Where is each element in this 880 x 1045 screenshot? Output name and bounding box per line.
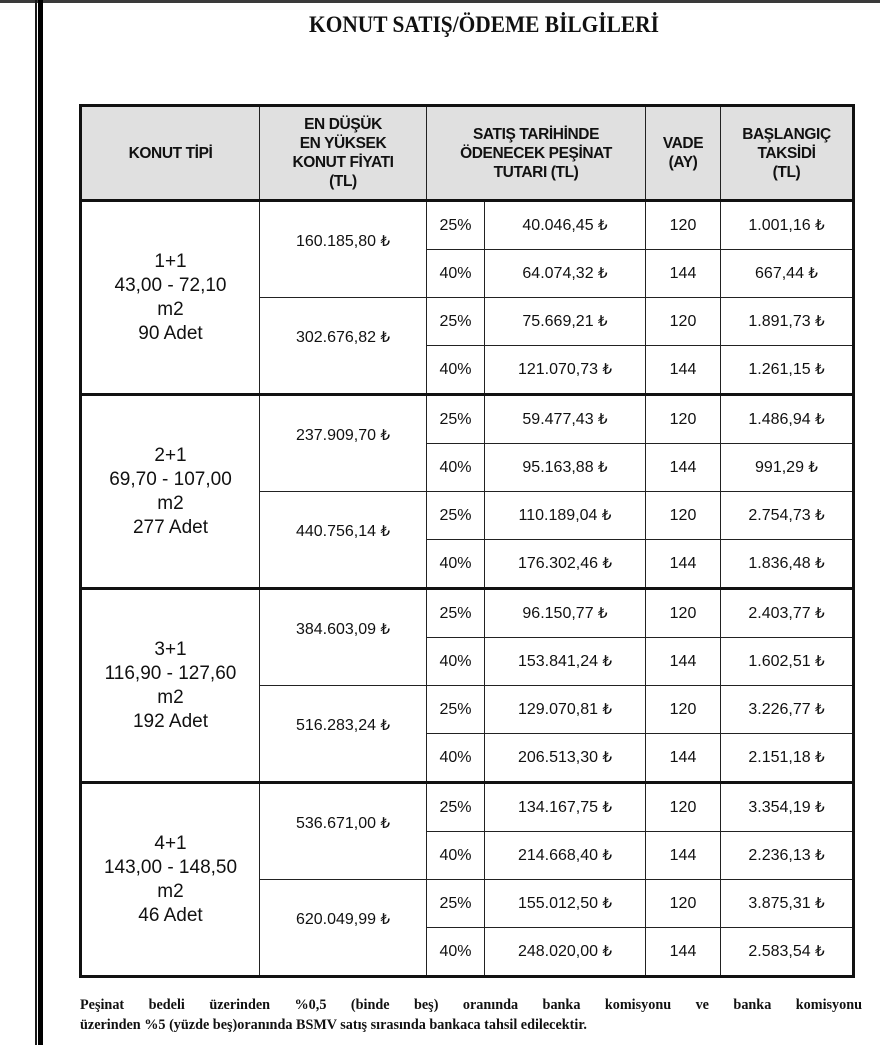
- header-pesinat-line: ÖDENECEK PEŞİNAT: [460, 144, 612, 162]
- lira-icon: ₺: [602, 799, 613, 816]
- pesinat-amount-cell: [485, 783, 646, 832]
- konut-unit: m2: [157, 492, 184, 514]
- table-body: [81, 201, 854, 977]
- header-fiyat-line: KONUT FİYATI: [292, 154, 394, 171]
- taksit-cell: [721, 638, 854, 686]
- lira-icon: ₺: [598, 605, 608, 622]
- taksit-cell: [721, 395, 854, 444]
- lira-icon: ₺: [602, 701, 613, 718]
- vade-months: 144: [646, 346, 721, 395]
- header-vade-line: VADE: [662, 135, 704, 152]
- header-vade-line: (AY): [668, 154, 698, 171]
- pesinat-amount: 214.668,40: [517, 847, 599, 864]
- price-cell: [260, 686, 427, 783]
- price-wrap: [296, 716, 390, 735]
- header-vade: [646, 106, 721, 201]
- pesinat-amount-cell: [485, 346, 646, 395]
- pesinat-amount-cell: [485, 298, 646, 346]
- lira-icon: ₺: [598, 265, 608, 282]
- lira-icon: ₺: [815, 361, 825, 378]
- price-cell: [260, 492, 427, 589]
- lira-icon: ₺: [815, 847, 825, 864]
- header-konut-tipi: [81, 106, 260, 201]
- price-value: 384.603,09: [295, 621, 377, 638]
- top-border: [0, 0, 880, 3]
- lira-icon: ₺: [602, 361, 613, 378]
- taksit-amount: 1.001,16: [748, 217, 811, 234]
- pesinat-amount-cell: [485, 589, 646, 638]
- taksit-cell: [721, 734, 854, 783]
- pesinat-amount: 206.513,30: [517, 749, 599, 766]
- lira-icon: ₺: [815, 943, 825, 960]
- lira-icon: ₺: [598, 217, 608, 234]
- lira-icon: ₺: [598, 411, 608, 428]
- vade-months: 144: [646, 540, 721, 589]
- price-cell: [260, 880, 427, 977]
- price-value: 160.185,80: [295, 233, 377, 250]
- price-value: 620.049,99: [295, 911, 377, 928]
- konut-type: 3+1: [154, 638, 187, 660]
- pesinat-amount-cell: [485, 832, 646, 880]
- taksit-amount: 2.151,18: [748, 749, 811, 766]
- taksit-amount: 1.891,73: [748, 313, 811, 330]
- pesinat-amount: 248.020,00: [517, 943, 599, 960]
- price-value: 237.909,70: [295, 427, 377, 444]
- price-value: 536.671,00: [295, 815, 377, 832]
- table-row: [81, 395, 854, 444]
- header-fiyat-line: (TL): [329, 173, 357, 190]
- pesinat-amount-cell: [485, 395, 646, 444]
- lira-icon: ₺: [380, 911, 391, 928]
- pesinat-amount: 96.150,77: [522, 605, 594, 622]
- header-pesinat-line: TUTARI (TL): [493, 163, 579, 181]
- lira-icon: ₺: [380, 621, 391, 638]
- pesinat-percent: 25%: [427, 492, 485, 540]
- price-cell: [260, 201, 427, 298]
- table-header-row: [81, 106, 854, 201]
- lira-icon: ₺: [815, 653, 825, 670]
- lira-icon: ₺: [380, 329, 391, 346]
- pesinat-amount: 59.477,43: [522, 411, 594, 428]
- taksit-cell: [721, 928, 854, 977]
- pesinat-amount: 153.841,24: [517, 653, 599, 670]
- page-title: KONUT SATIŞ/ÖDEME BİLGİLERİ: [309, 12, 659, 37]
- lira-icon: ₺: [598, 459, 608, 476]
- taksit-cell: [721, 444, 854, 492]
- pesinat-percent: 25%: [427, 201, 485, 250]
- vade-months: 120: [646, 880, 721, 928]
- pesinat-percent: 40%: [427, 346, 485, 395]
- lira-icon: ₺: [380, 815, 391, 832]
- pesinat-percent: 40%: [427, 638, 485, 686]
- pesinat-amount-cell: [485, 734, 646, 783]
- vade-months: 120: [646, 395, 721, 444]
- pesinat-percent: 40%: [427, 928, 485, 977]
- taksit-cell: [721, 686, 854, 734]
- taksit-amount: 3.875,31: [748, 895, 811, 912]
- lira-icon: ₺: [815, 313, 825, 330]
- konut-unit: m2: [157, 880, 184, 902]
- header-taksit: [721, 106, 854, 201]
- footnote-line-1: Peşinat bedeli üzerinden %0,5 (binde beş) oranında banka komisyonu ve banka komisyonu: [80, 997, 862, 1013]
- header-taksit-line: (TL): [772, 163, 801, 181]
- header-pesinat-line: SATIŞ TARİHİNDE: [472, 125, 600, 143]
- lira-icon: ₺: [598, 313, 608, 330]
- pesinat-amount: 129.070,81: [517, 701, 599, 718]
- page-margin-line: [35, 0, 37, 1045]
- taksit-cell: [721, 783, 854, 832]
- page-margin-line-thick: [38, 0, 43, 1045]
- vade-months: 120: [646, 783, 721, 832]
- pesinat-amount-cell: [485, 686, 646, 734]
- taksit-cell: [721, 589, 854, 638]
- vade-months: 144: [646, 638, 721, 686]
- vade-months: 144: [646, 734, 721, 783]
- vade-months: 120: [646, 201, 721, 250]
- pesinat-amount: 134.167,75: [517, 799, 599, 816]
- taksit-amount: 1.836,48: [748, 555, 811, 572]
- lira-icon: ₺: [380, 233, 391, 250]
- header-fiyat-line: EN DÜŞÜK: [304, 116, 382, 133]
- taksit-cell: [721, 346, 854, 395]
- pesinat-amount-cell: [485, 880, 646, 928]
- pesinat-amount-cell: [485, 492, 646, 540]
- taksit-cell: [721, 880, 854, 928]
- taksit-cell: [721, 298, 854, 346]
- header-fiyat: [260, 106, 427, 201]
- lira-icon: ₺: [815, 605, 825, 622]
- lira-icon: ₺: [808, 265, 818, 282]
- pesinat-percent: 40%: [427, 444, 485, 492]
- pesinat-amount: 176.302,46: [517, 555, 599, 572]
- konut-count: 46 Adet: [138, 904, 203, 926]
- pesinat-amount-cell: [485, 928, 646, 977]
- footnote-line-2: üzerinden %5 (yüzde beş)oranında BSMV satış sırasında bankaca tahsil edilecektir.: [80, 1017, 587, 1033]
- taksit-amount: 1.486,94: [748, 411, 811, 428]
- konut-tipi-cell: [81, 395, 260, 589]
- konut-tipi-cell: [81, 201, 260, 395]
- konut-area: 69,70 - 107,00: [109, 468, 232, 490]
- pesinat-amount-cell: [485, 444, 646, 492]
- taksit-amount: 2.403,77: [748, 605, 811, 622]
- price-cell: [260, 298, 427, 395]
- header-konut-tipi-label: KONUT TİPİ: [128, 144, 213, 162]
- taksit-amount: 2.754,73: [748, 507, 811, 524]
- pesinat-percent: 40%: [427, 832, 485, 880]
- vade-months: 144: [646, 832, 721, 880]
- pesinat-percent: 25%: [427, 686, 485, 734]
- lira-icon: ₺: [815, 507, 825, 524]
- lira-icon: ₺: [602, 847, 613, 864]
- lira-icon: ₺: [601, 507, 612, 524]
- taksit-amount: 667,44: [755, 265, 804, 282]
- konut-tipi-cell: [81, 783, 260, 977]
- price-value: 302.676,82: [295, 329, 377, 346]
- lira-icon: ₺: [380, 523, 391, 540]
- lira-icon: ₺: [602, 653, 613, 670]
- taksit-cell: [721, 492, 854, 540]
- header-taksit-line: TAKSİDİ: [757, 144, 816, 162]
- footnote: [80, 995, 862, 1035]
- konut-tipi-cell: [81, 589, 260, 783]
- taksit-cell: [721, 832, 854, 880]
- pesinat-amount-cell: [485, 250, 646, 298]
- pesinat-amount: 110.189,04: [518, 507, 598, 524]
- header-taksit-line: BAŞLANGIÇ: [742, 125, 831, 143]
- taksit-amount: 2.236,13: [748, 847, 811, 864]
- konut-type: 4+1: [154, 832, 187, 854]
- pesinat-percent: 40%: [427, 540, 485, 589]
- vade-months: 120: [646, 589, 721, 638]
- lira-icon: ₺: [815, 749, 825, 766]
- konut-count: 277 Adet: [132, 516, 209, 538]
- taksit-amount: 2.583,54: [748, 943, 811, 960]
- sales-payment-table: [79, 104, 855, 978]
- price-wrap: [296, 232, 390, 251]
- lira-icon: ₺: [815, 555, 825, 572]
- table-row: [81, 201, 854, 250]
- lira-icon: ₺: [602, 943, 613, 960]
- konut-area: 116,90 - 127,60: [104, 662, 237, 684]
- konut-area: 143,00 - 148,50: [103, 856, 238, 878]
- vade-months: 120: [646, 298, 721, 346]
- konut-unit: m2: [157, 686, 184, 708]
- price-wrap: [296, 620, 390, 639]
- table-row: [81, 783, 854, 832]
- pesinat-amount: 40.046,45: [522, 217, 594, 234]
- price-cell: [260, 589, 427, 686]
- vade-months: 144: [646, 250, 721, 298]
- konut-type: 1+1: [154, 250, 187, 272]
- vade-months: 120: [646, 686, 721, 734]
- vade-months: 144: [646, 928, 721, 977]
- taksit-cell: [721, 540, 854, 589]
- konut-count: 192 Adet: [132, 710, 209, 732]
- pesinat-amount: 75.669,21: [522, 313, 594, 330]
- pesinat-percent: 25%: [427, 298, 485, 346]
- table-row: [81, 589, 854, 638]
- lira-icon: ₺: [815, 701, 825, 718]
- price-wrap: [296, 522, 390, 541]
- pesinat-percent: 40%: [427, 734, 485, 783]
- price-cell: [260, 395, 427, 492]
- konut-area: 43,00 - 72,10: [114, 274, 227, 296]
- lira-icon: ₺: [380, 717, 391, 734]
- header-pesinat: [427, 106, 646, 201]
- price-cell: [260, 783, 427, 880]
- price-value: 516.283,24: [295, 717, 377, 734]
- vade-months: 120: [646, 492, 721, 540]
- lira-icon: ₺: [815, 411, 825, 428]
- taksit-amount: 1.602,51: [748, 653, 811, 670]
- lira-icon: ₺: [602, 895, 613, 912]
- taksit-amount: 3.226,77: [748, 701, 811, 718]
- lira-icon: ₺: [380, 427, 391, 444]
- pesinat-percent: 25%: [427, 589, 485, 638]
- price-wrap: [296, 814, 390, 833]
- pesinat-amount-cell: [485, 638, 646, 686]
- price-value: 440.756,14: [295, 523, 377, 540]
- konut-unit: m2: [157, 298, 184, 320]
- pesinat-percent: 40%: [427, 250, 485, 298]
- konut-count: 90 Adet: [138, 322, 203, 344]
- taksit-amount: 1.261,15: [748, 361, 811, 378]
- taksit-amount: 991,29: [755, 459, 804, 476]
- pesinat-amount-cell: [485, 540, 646, 589]
- lira-icon: ₺: [815, 895, 825, 912]
- konut-type: 2+1: [154, 444, 187, 466]
- pesinat-percent: 25%: [427, 880, 485, 928]
- lira-icon: ₺: [815, 217, 825, 234]
- lira-icon: ₺: [808, 459, 818, 476]
- price-wrap: [296, 328, 390, 347]
- pesinat-amount: 64.074,32: [522, 265, 594, 282]
- pesinat-percent: 25%: [427, 783, 485, 832]
- lira-icon: ₺: [602, 555, 613, 572]
- pesinat-percent: 25%: [427, 395, 485, 444]
- header-fiyat-line: EN YÜKSEK: [299, 135, 387, 152]
- price-wrap: [296, 426, 390, 445]
- pesinat-amount: 121.070,73: [517, 361, 599, 378]
- taksit-cell: [721, 250, 854, 298]
- vade-months: 144: [646, 444, 721, 492]
- pesinat-amount-cell: [485, 201, 646, 250]
- taksit-amount: 3.354,19: [748, 799, 811, 816]
- lira-icon: ₺: [602, 749, 613, 766]
- lira-icon: ₺: [815, 799, 825, 816]
- pesinat-amount: 155.012,50: [517, 895, 599, 912]
- taksit-cell: [721, 201, 854, 250]
- price-wrap: [296, 910, 390, 929]
- pesinat-amount: 95.163,88: [522, 459, 594, 476]
